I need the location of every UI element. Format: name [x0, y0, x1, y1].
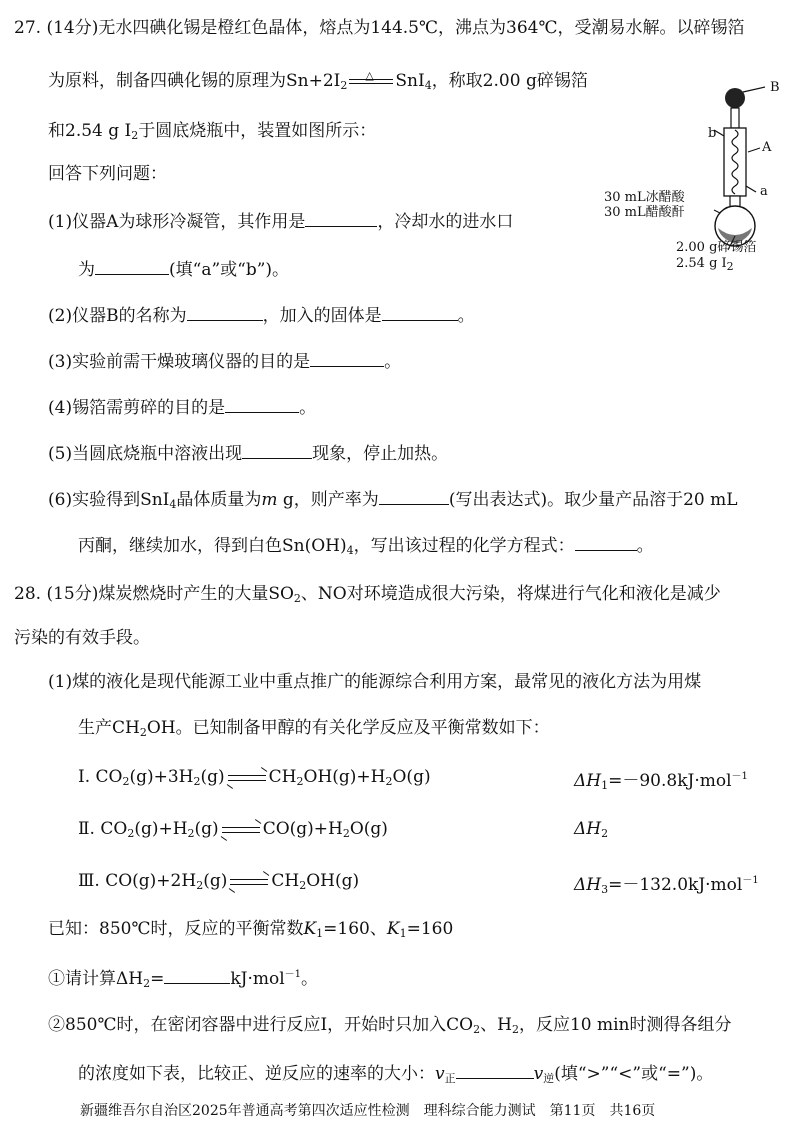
q28-line2: 污染的有效手段。 [14, 628, 150, 648]
q27-sub4: (4)锡箔需剪碎的目的是 。 [48, 398, 317, 418]
q27-sub6-cont: 丙酮，继续加水，得到白色$Sn(OH)_4$，写出该过程的化学方程式： 。 [78, 536, 654, 557]
page-footer: 新疆维吾尔自治区2025年普通高考第四次适应性检测 理科综合能力测试 第11页 共16页 [80, 1103, 656, 1119]
q27-line-setup: 和2.54 g $I_2$于圆底烧瓶中，装置如图所示： [48, 121, 377, 142]
label-liquid-1: 30 mL冰醋酸 [604, 190, 685, 205]
reaction-2: Ⅱ. $CO_2(g)+H_2(g)$ $CO(g)+H_2O(g)$ [78, 819, 388, 840]
q28-sub1-q2: ②850℃时，在密闭容器中进行反应Ⅰ，开始时只加入$CO_2$、$H_2$，反应10 min时测得各组分 [48, 1015, 732, 1036]
q28-sub1-q1: ①请计算$\Delta H_2= kJ\cdot mol^{-1}$。 [48, 969, 319, 990]
q27-sub1-cont: 为 (填“a”或“b”)。 [78, 260, 290, 280]
reaction-1: Ⅰ. $CO_2(g)+3H_2(g)$ $CH_2OH(g)+H_2O(g)$ [78, 767, 431, 788]
q28-sub1: (1)煤的液化是现代能源工业中重点推广的能源综合利用方案，最常见的液化方法为用煤 [48, 672, 702, 692]
reaction-3-enthalpy: $\Delta H_3=-132.0kJ\cdot mol^{-1}$ [574, 875, 759, 896]
q28-sub1-q2-cont: 的浓度如下表，比较正、逆反应的速率的大小：$v_正$ $v_逆$(填“>”“<”或“=”)。 [78, 1064, 714, 1085]
q27-heading: 27. (14分)无水四碘化锡是橙红色晶体，熔点为144.5℃，沸点为364℃，受潮易水解。以碎锡箔 [14, 18, 745, 38]
label-solid-1: 2.00 g碎锡箔 [676, 240, 757, 255]
q27-line-principle: 为原料，制备四碘化锡的原理为$Sn+2I_2$ △ SnI$_4$，称取2.00 g碎锡箔 [48, 68, 588, 92]
q27-sub6: (6)实验得到SnI$_4$晶体质量为m g，则产率为 (写出表达式)。取少量产品溶于20 mL [48, 490, 738, 511]
q28-known: 已知：850℃时，反应的平衡常数$K_1=160$、$K_1=160$ [48, 919, 454, 940]
label-b: b [708, 126, 717, 141]
q28-heading: 28. (15分)煤炭燃烧时产生的大量$SO_2$、NO对环境造成很大污染，将煤进行气化和液化是减少 [14, 584, 721, 605]
heating-equals-sign: △ [349, 74, 393, 90]
reaction-1-enthalpy: $\Delta H_1=-90.8kJ\cdot mol^{-1}$ [574, 771, 748, 792]
reaction-2-enthalpy: $\Delta H_2$ [574, 819, 609, 840]
q27-answer-prompt: 回答下列问题： [48, 164, 167, 184]
q27-sub1: (1)仪器A为球形冷凝管，其作用是 ，冷却水的进水口 [48, 212, 514, 232]
drying-tube-bulb [725, 88, 745, 108]
q27-sub5: (5)当圆底烧瓶中溶液出现 现象，停止加热。 [48, 444, 449, 464]
q27-sub3: (3)实验前需干燥玻璃仪器的目的是 。 [48, 352, 402, 372]
equilibrium-arrow [222, 823, 260, 837]
q28-sub1-cont: 生产$CH_2OH$。已知制备甲醇的有关化学反应及平衡常数如下： [78, 718, 550, 739]
label-a: a [760, 184, 768, 199]
label-liquid-2: 30 mL醋酸酐 [604, 205, 685, 220]
q27-sub2: (2)仪器B的名称为 ，加入的固体是 。 [48, 306, 475, 326]
label-solid-2: 2.54 g $I_2$ [676, 256, 734, 273]
equilibrium-arrow [228, 771, 266, 785]
label-A: A [762, 140, 772, 155]
label-B: B [770, 80, 780, 95]
reaction-3: Ⅲ. $CO(g)+2H_2(g)$ $CH_2OH(g)$ [78, 871, 360, 892]
equilibrium-arrow [230, 875, 268, 889]
